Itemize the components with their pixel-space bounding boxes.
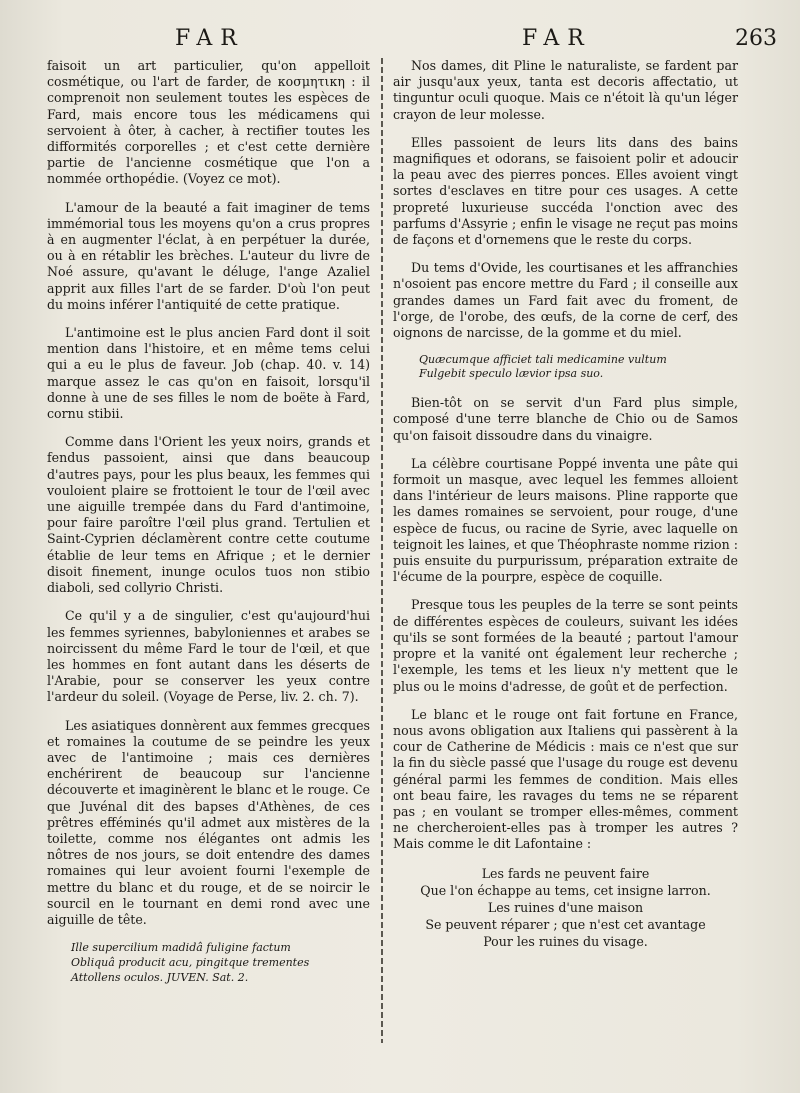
latin-quote xyxy=(393,353,738,381)
paragraph: Comme dans l'Orient les yeux noirs, grands et fendus passoient, ainsi que dans beaucoup d'autres pays, pour les plus beaux, les femmes qui vouloient plaire se frottoient le tour de l'œil avec une aiguille trempée dans du Fard d'antimoine, pour faire paroître l'œil plus grand. Tertulien et Saint-Cyprien déclamèrent contre cette coutume établie de leur tems en Afrique ; et le dernier disoit finement, inunge oculos tuos non stibio diaboli, sed collyrio Christi. xyxy=(47,434,370,596)
quote-line: Fulgebit speculo lævior ipsa suo. xyxy=(419,367,604,381)
quote-line: Quæcumque afficiet tali medicamine vultum xyxy=(419,353,667,367)
verse-line: Les ruines d'une maison xyxy=(487,899,644,915)
paragraph: Nos dames, dit Pline le naturaliste, se fardent par air jusqu'aux yeux, tanta est decoris affectatio, ut tinguntur oculi quoque. Mais ce n'étoit là qu'un léger crayon de leur molesse. xyxy=(393,58,738,122)
latin-citation xyxy=(47,940,370,985)
paragraph: Presque tous les peuples de la terre se sont peints de différentes espèces de couleurs, suivant les idées qu'ils se sont formées de la beauté ; partout l'amour propre et la vanité ont également leur recherche ; l'exemple, les tems et les lieux n'y mettent que le plus ou le moins d'adresse, de goût et de perfection. xyxy=(393,597,738,694)
right-column xyxy=(393,58,738,950)
paragraph: Le blanc et le rouge ont fait fortune en France, nous avons obligation aux Italiens qui passèrent à la cour de Catherine de Médicis : mais ce n'est que sur la fin du siècle passé que l'usage du rouge est devenu général parmi les femmes de condition. Mais elles ont beau faire, les ravages du tems ne se réparent pas ; en voulant se tromper elles-mêmes, comment ne chercheroient-elles pas à tromper les autres ? Mais comme le dit Lafontaine : xyxy=(393,706,738,852)
paragraph: La célèbre courtisane Poppé inventa une pâte qui formoit un masque, avec lequel les femmes alloient dans l'intérieur de leurs maisons. Pline rapporte que les dames romaines se servoient, pour rouge, d'une espèce de fucus, ou racine de Syrie, avec laquelle on teignoit les laines, et que Théophraste nomme rizion : puis ensuite du purpurissum, préparation extraite de l'écume de la pourpre, espèce de coquille. xyxy=(393,455,738,585)
verse-line: Se peuvent réparer ; que n'est cet avantage xyxy=(425,916,706,932)
verse-line: Les fards ne peuvent faire xyxy=(481,865,650,881)
header-left-title: FAR xyxy=(175,26,245,51)
citation-line: Ille supercilium madidâ fuligine factum xyxy=(71,941,291,955)
verse-line: Que l'on échappe au tems, cet insigne larron. xyxy=(420,882,711,898)
paragraph: faisoit un art particulier, qu'on appelloit cosmétique, ou l'art de farder, de κοσμητικη : il comprenoit non seulement toutes les espèces de Fard, mais encore tous les médicamens qui servoient à ôter, à cacher, à rectifier toutes les difformités corporelles ; et c'est cette dernière partie de l'ancienne cosmétique que l'on a nommée orthopédie. (Voyez ce mot). xyxy=(47,58,370,187)
citation-line: Attollens oculos. JUVEN. Sat. 2. xyxy=(71,971,249,985)
verse-line: Pour les ruines du visage. xyxy=(483,933,648,949)
running-header xyxy=(0,26,800,56)
left-column xyxy=(47,58,370,985)
paragraph: Ce qu'il y a de singulier, c'est qu'aujourd'hui les femmes syriennes, babyloniennes et arabes se noircissent du même Fard le tour de l'œil, et que les hommes en font autant dans les déserts de l'Arabie, pour se conserver les yeux contre l'ardeur du soleil. (Voyage de Perse, liv. 2. ch. 7). xyxy=(47,608,370,705)
paragraph: L'amour de la beauté a fait imaginer de tems immémorial tous les moyens qu'on a crus propres à en augmenter l'éclat, à en perpétuer la durée, ou à en rétablir les brèches. L'auteur du livre de Noé assure, qu'avant le déluge, l'ange Azaliel apprit aux filles l'art de se farder. D'où l'on peut du moins inférer l'antiquité de cette pratique. xyxy=(47,199,370,312)
citation-line: Obliquâ producit acu, pingitque trementes xyxy=(71,956,310,970)
header-right-title: FAR xyxy=(522,26,592,51)
page-number: 263 xyxy=(735,26,777,51)
paragraph: L'antimoine est le plus ancien Fard dont il soit mention dans l'histoire, et en même tems celui qui a eu le plus de faveur. Job (chap. 40. v. 14) marque assez le cas qu'on en faisoit, lorsqu'il donne à une de ses filles le nom de boëte à Fard, cornu stibii. xyxy=(47,325,370,422)
paragraph: Les asiatiques donnèrent aux femmes grecques et romaines la coutume de se peindre les yeux avec de l'antimoine ; mais ces dernières enchérirent de beaucoup sur l'ancienne découverte et imaginèrent le blanc et le rouge. Ce que Juvénal dit des bapses d'Athènes, de ces prêtres efféminés qu'il admet aux mistères de la toilette, comme nos élégantes ont admis les nôtres de nos jours, se doit entendre des dames romaines qui leur avoient fourni l'exemple de mettre du blanc et du rouge, et de se noircir le sourcil en le tournant en demi rond avec une aiguille de tête. xyxy=(47,717,370,927)
lafontaine-verse xyxy=(393,865,738,950)
paragraph: Elles passoient de leurs lits dans des bains magnifiques et odorans, se faisoient polir et adoucir la peau avec des pierres ponces. Elles avoient vingt sortes d'esclaves en titre pour ces usages. A cette propreté luxurieuse succéda l'onction avec des parfums d'Assyrie ; enfin le visage ne reçut pas moins de façons et d'ornemens que le reste du corps. xyxy=(393,134,738,248)
paragraph: Bien-tôt on se servit d'un Fard plus simple, composé d'une terre blanche de Chio ou de Samos qu'on faisoit dissoudre dans du vinaigre. xyxy=(393,395,738,443)
column-divider xyxy=(381,58,383,1043)
paragraph: Du tems d'Ovide, les courtisanes et les affranchies n'osoient pas encore mettre du Fard ; il conseille aux grandes dames un Fard fait avec du froment, de l'orge, de l'orobe, des œufs, de la corne de cerf, des oignons de narcisse, de la gomme et du miel. xyxy=(393,260,738,341)
